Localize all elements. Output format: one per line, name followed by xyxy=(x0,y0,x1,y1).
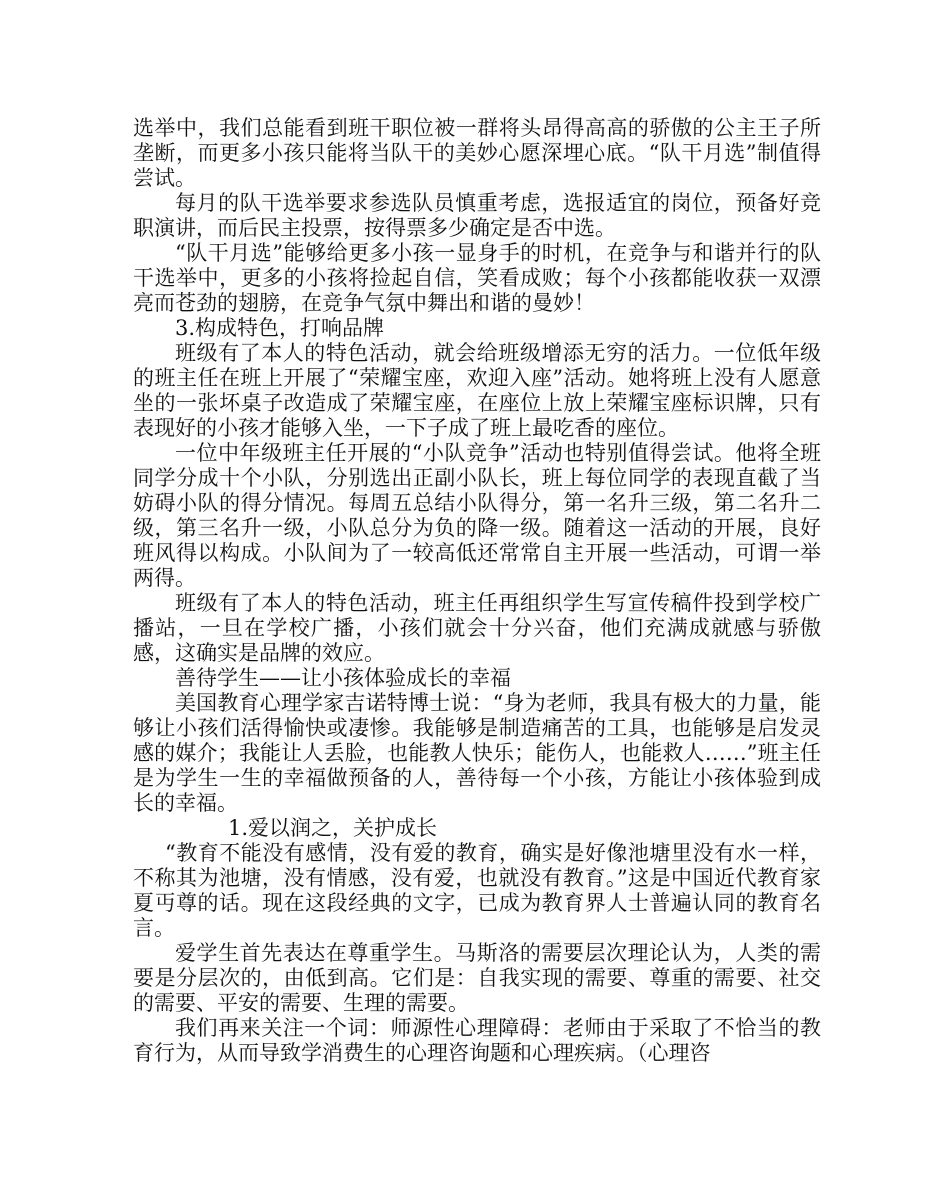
paragraph-7: 美国教育心理学家吉诺特博士说：“身为老师，我具有极大的力量，能够让小孩们活得愉快或凄惨。我能够是制造痛苦的工具，也能够是启发灵感的媒介；我能让人丢脸，也能教人快乐；能伤人，也能救人……”班主任是为学生一生的幸福做预备的人，善待每一个小孩，方能让小孩体验到成长的幸福。 xyxy=(133,691,821,815)
section-heading-main: 善待学生——让小孩体验成长的幸福 xyxy=(175,666,511,690)
paragraph-5: 一位中年级班主任开展的“小队竞争”活动也特别值得尝试。他将全班同学分成十个小队，分别选出正副小队长，班上每位同学的表现直截了当妨碍小队的得分情况。每周五总结小队得分，第一名升三级，第二名升二级，第三名升一级，小队总分为负的降一级。随着这一活动的开展，良好班风得以构成。小队间为了一较高低还常常自主开展一些活动，可谓一举两得。 xyxy=(133,441,821,590)
document-page xyxy=(133,116,821,1066)
section-heading-3: 3.构成特色，打响品牌 xyxy=(175,316,385,340)
paragraph-9: 爱学生首先表达在尊重学生。马斯洛的需要层次理论认为，人类的需要是分层次的，由低到高。它们是：自我实现的需要、尊重的需要、社交的需要、平安的需要、生理的需要。 xyxy=(133,941,821,1015)
paragraph-6: 班级有了本人的特色活动，班主任再组织学生写宣传稿件投到学校广播站，一旦在学校广播，小孩们就会十分兴奋，他们充满成就感与骄傲感，这确实是品牌的效应。 xyxy=(133,591,821,665)
paragraph-1: 选举中，我们总能看到班干职位被一群将头昂得高高的骄傲的公主王子所垄断，而更多小孩只能将当队干的美妙心愿深埋心底。“队干月选”制值得尝试。 xyxy=(133,116,821,190)
paragraph-2: 每月的队干选举要求参选队员慎重考虑，选报适宜的岗位，预备好竞职演讲，而后民主投票，按得票多少确定是否中选。 xyxy=(133,191,821,240)
paragraph-3: “队干月选”能够给更多小孩一显身手的时机，在竞争与和谐并行的队干选举中，更多的小孩将捡起自信，笑看成败；每个小孩都能收获一双漂亮而苍劲的翅膀，在竞争气氛中舞出和谐的曼妙！ xyxy=(133,241,821,315)
paragraph-8: “教育不能没有感情，没有爱的教育，确实是好像池塘里没有水一样，不称其为池塘，没有情感，没有爱，也就没有教育。”这是中国近代教育家夏丏尊的话。现在这段经典的文字，已成为教育界人士普遍认同的教育名言。 xyxy=(133,841,821,940)
paragraph-4: 班级有了本人的特色活动，就会给班级增添无穷的活力。一位低年级的班主任在班上开展了“荣耀宝座，欢迎入座”活动。她将班上没有人愿意坐的一张坏桌子改造成了荣耀宝座，在座位上放上荣耀宝座标识牌，只有表现好的小孩才能够入坐，一下子成了班上最吃香的座位。 xyxy=(133,341,821,440)
paragraph-10: 我们再来关注一个词：师源性心理障碍：老师由于采取了不恰当的教育行为，从而导致学消费生的心理咨询题和心理疾病。（心理咨 xyxy=(133,1016,821,1065)
section-heading-1: 1.爱以润之，关护成长 xyxy=(228,816,438,840)
